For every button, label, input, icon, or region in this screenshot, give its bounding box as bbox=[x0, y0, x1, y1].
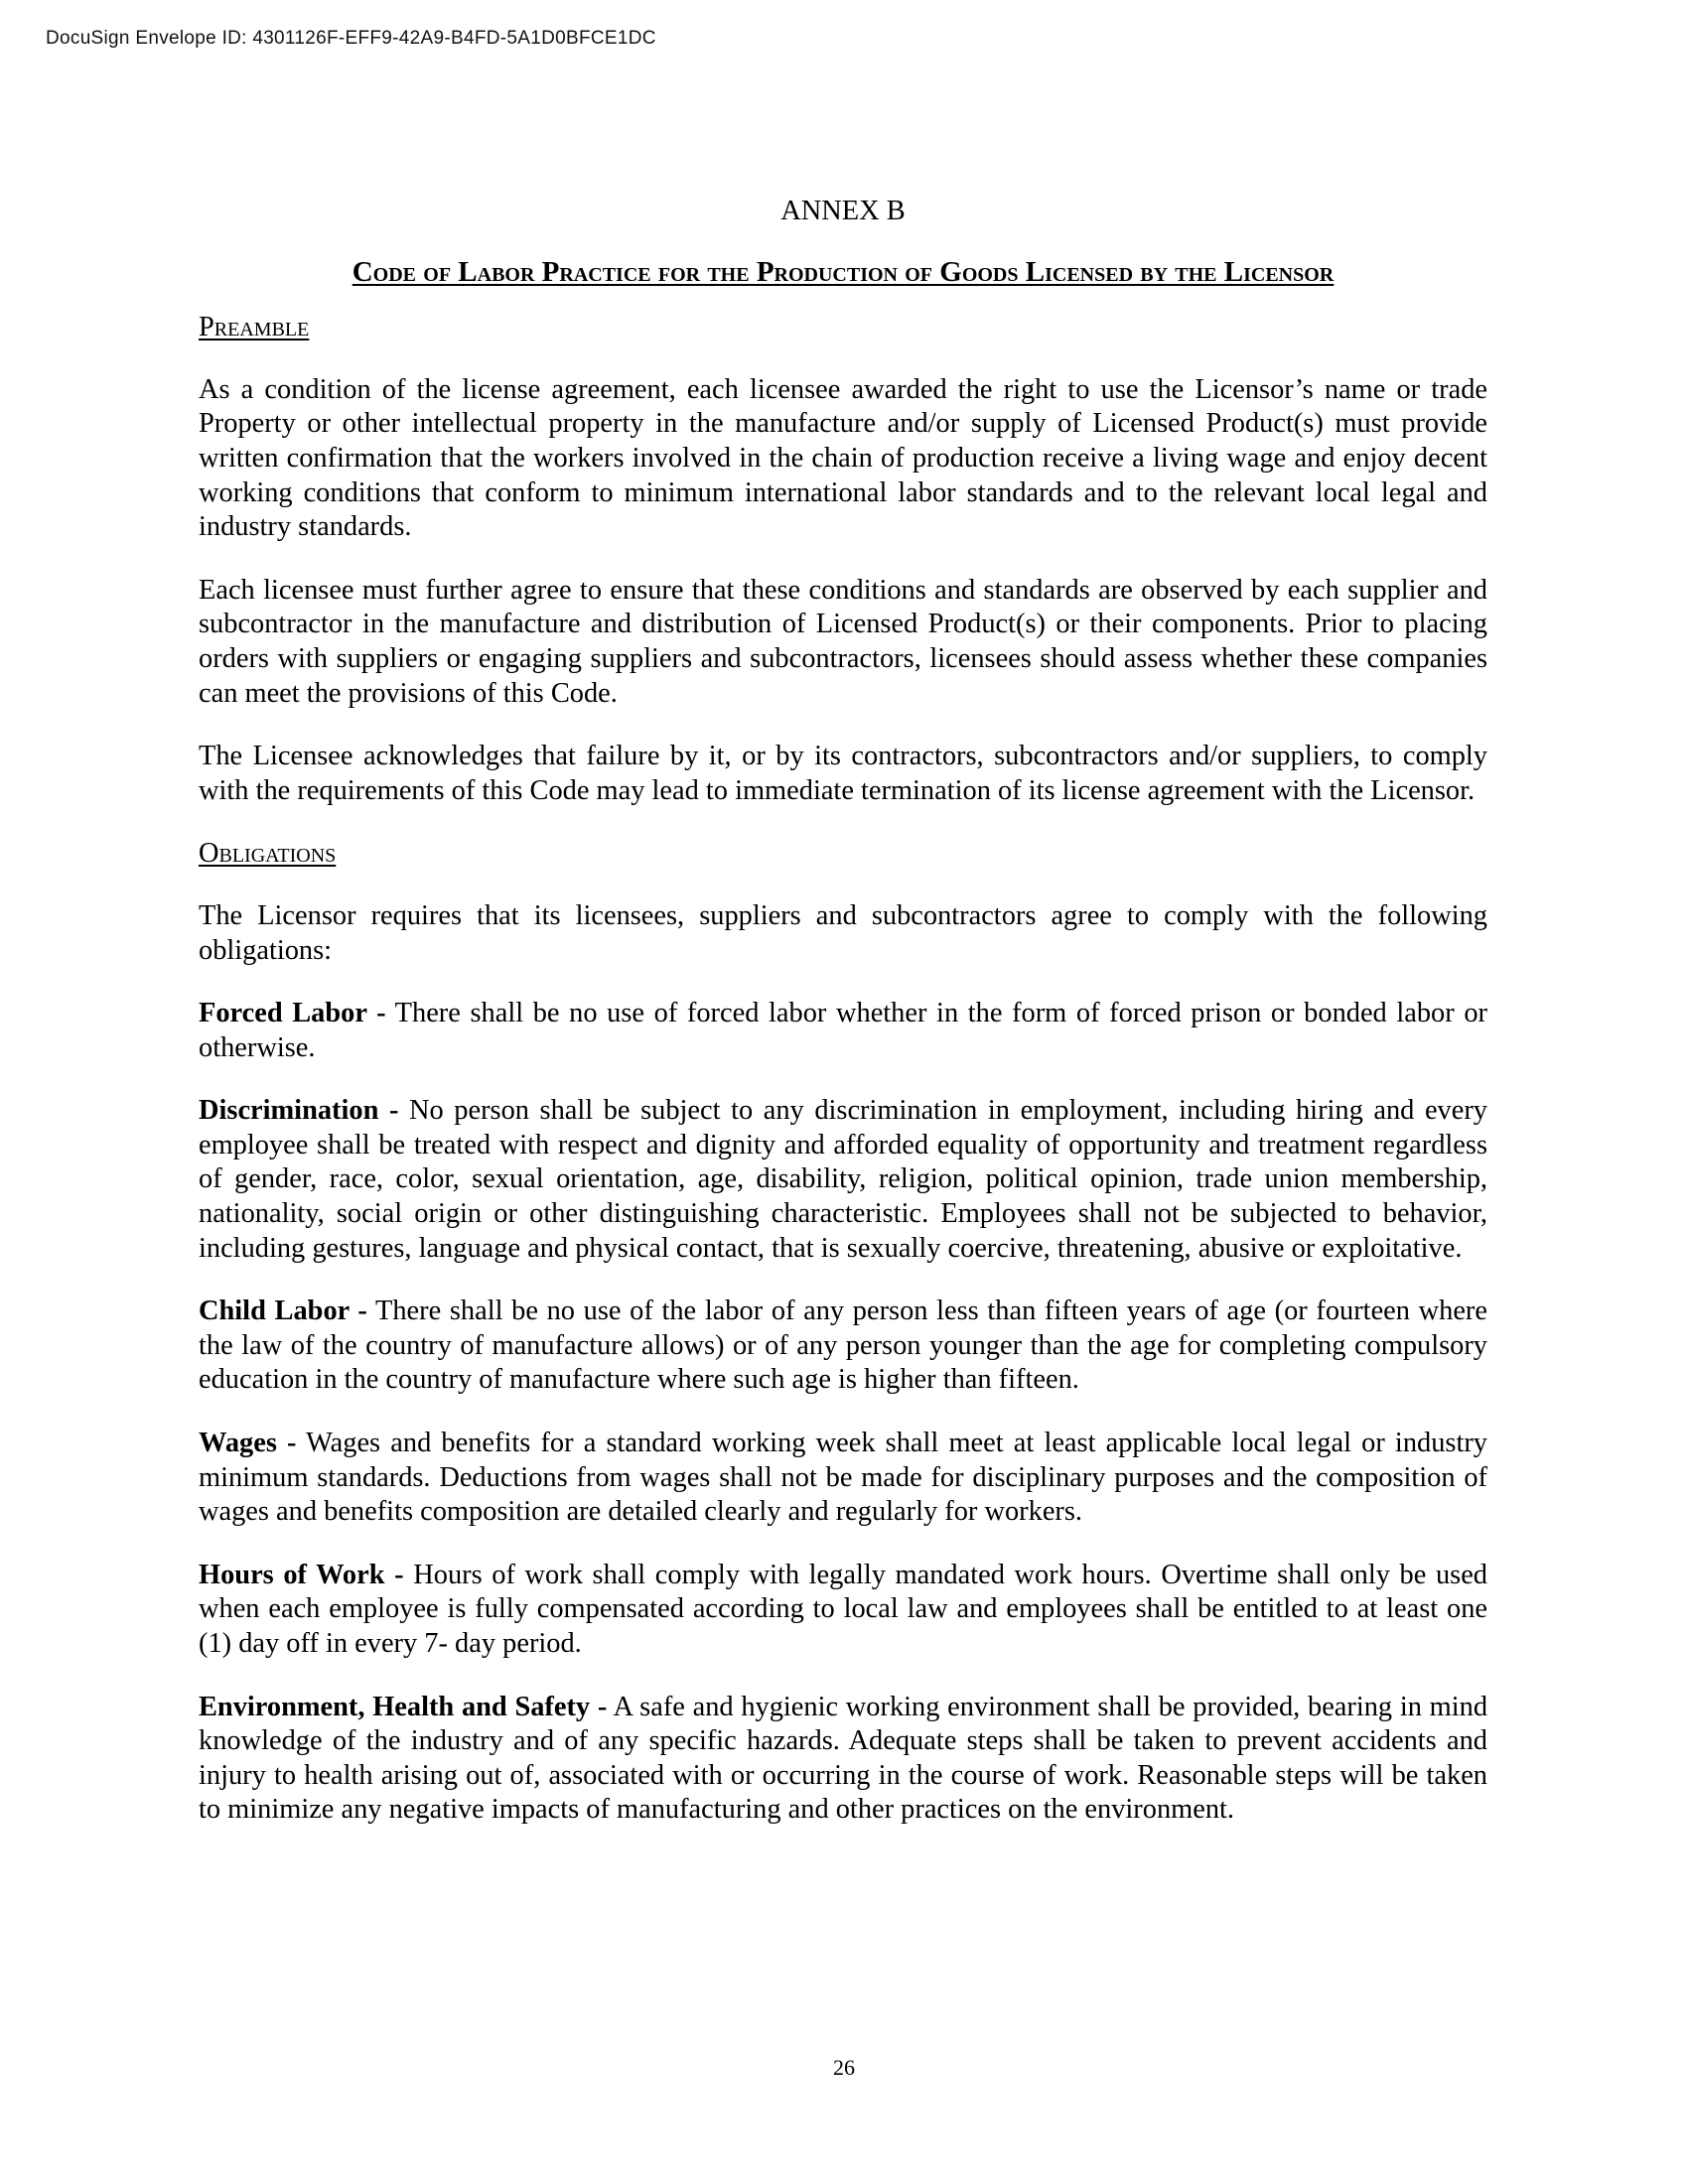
preamble-paragraph: As a condition of the license agreement, each licensee awarded the right to use the Licensor’s name or trade Property or other intellectual property in the manufacture and/or supply of Licensed Product(s) must provide written confirmation that the workers involved in the chain of production receive a living wage and enjoy decent working conditions that conform to minimum international labor standards and to the relevant local legal and industry standards. bbox=[199, 373, 1487, 543]
obligation-text: Hours of work shall comply with legally mandated work hours. Overtime shall only be used when each employee is fully compensated according to local law and employees shall be entitled to at least one (1) day off in every 7- day period. bbox=[199, 1559, 1487, 1659]
obligation-text: No person shall be subject to any discrimination in employment, including hiring and every employee shall be treated with respect and dignity and afforded equality of opportunity and treatment regardless of gender, race, color, sexual orientation, age, disability, religion, political opinion, trade union membership, nationality, social origin or other distinguishing characteristic. Employees shall not be subjected to behavior, including gestures, language and physical contact, that is sexually coercive, threatening, abusive or exploitative. bbox=[199, 1095, 1487, 1264]
code-title: Code of Labor Practice for the Production of Goods Licensed by the Licensor bbox=[352, 255, 1335, 288]
preamble-paragraph: The Licensee acknowledges that failure by it, or by its contractors, subcontractors and/or suppliers, to comply with the requirements of this Code may lead to immediate termination of its license agreement with the Licensor. bbox=[199, 741, 1487, 806]
obligation-term: Wages - bbox=[199, 1428, 297, 1459]
obligation-wages bbox=[199, 1427, 1487, 1530]
obligation-environment-health-safety bbox=[199, 1691, 1487, 1828]
obligation-term: Environment, Health and Safety - bbox=[199, 1691, 608, 1722]
obligations-intro: The Licensor requires that its licensees, suppliers and subcontractors agree to comply with the following obligations: bbox=[199, 899, 1487, 966]
obligation-text: There shall be no use of forced labor whether in the form of forced prison or bonded labor or otherwise. bbox=[199, 998, 1487, 1063]
obligation-text: A safe and hygienic working environment shall be provided, bearing in mind knowledge of the industry and of any specific hazards. Adequate steps shall be taken to prevent accidents and injury to health arising out of, associated with or occurring in the course of work. Reasonable steps will be taken to minimize any negative impacts of manufacturing and other practices on the environment. bbox=[199, 1691, 1488, 1826]
docusign-envelope-id: DocuSign Envelope ID: 4301126F-EFF9-42A9-B4FD-5A1D0BFCE1DC bbox=[46, 28, 656, 49]
obligation-term: Discrimination - bbox=[199, 1095, 399, 1127]
preamble-heading: Preamble bbox=[199, 312, 310, 343]
obligation-hours-of-work bbox=[199, 1559, 1487, 1662]
obligation-child-labor bbox=[199, 1295, 1487, 1398]
obligation-forced-labor bbox=[199, 997, 1487, 1065]
obligations-heading: Obligations bbox=[199, 838, 337, 870]
document-page bbox=[199, 195, 1487, 1856]
annex-title: ANNEX B bbox=[780, 196, 906, 226]
obligation-discrimination bbox=[199, 1094, 1487, 1266]
obligation-text: Wages and benefits for a standard working week shall meet at least applicable local legal or industry minimum standards. Deductions from wages shall not be made for disciplinary purposes and the composition of wages and benefits composition are detailed clearly and regularly for workers. bbox=[199, 1428, 1487, 1528]
page-number: 26 bbox=[833, 2055, 855, 2080]
obligation-text: There shall be no use of the labor of any person less than fifteen years of age (or fourteen where the law of the country of manufacture allows) or of any person younger than the age for completing compulsory education in the country of manufacture where such age is higher than fifteen. bbox=[199, 1296, 1487, 1396]
obligation-term: Forced Labor - bbox=[199, 998, 386, 1029]
preamble-paragraph: Each licensee must further agree to ensure that these conditions and standards are observed by each supplier and subcontractor in the manufacture and distribution of Licensed Product(s) or their components. Prior to placing orders with suppliers or engaging suppliers and subcontractors, licensees should assess whether these companies can meet the provisions of this Code. bbox=[199, 574, 1487, 709]
obligation-term: Child Labor - bbox=[199, 1296, 367, 1327]
obligation-term: Hours of Work - bbox=[199, 1559, 404, 1590]
